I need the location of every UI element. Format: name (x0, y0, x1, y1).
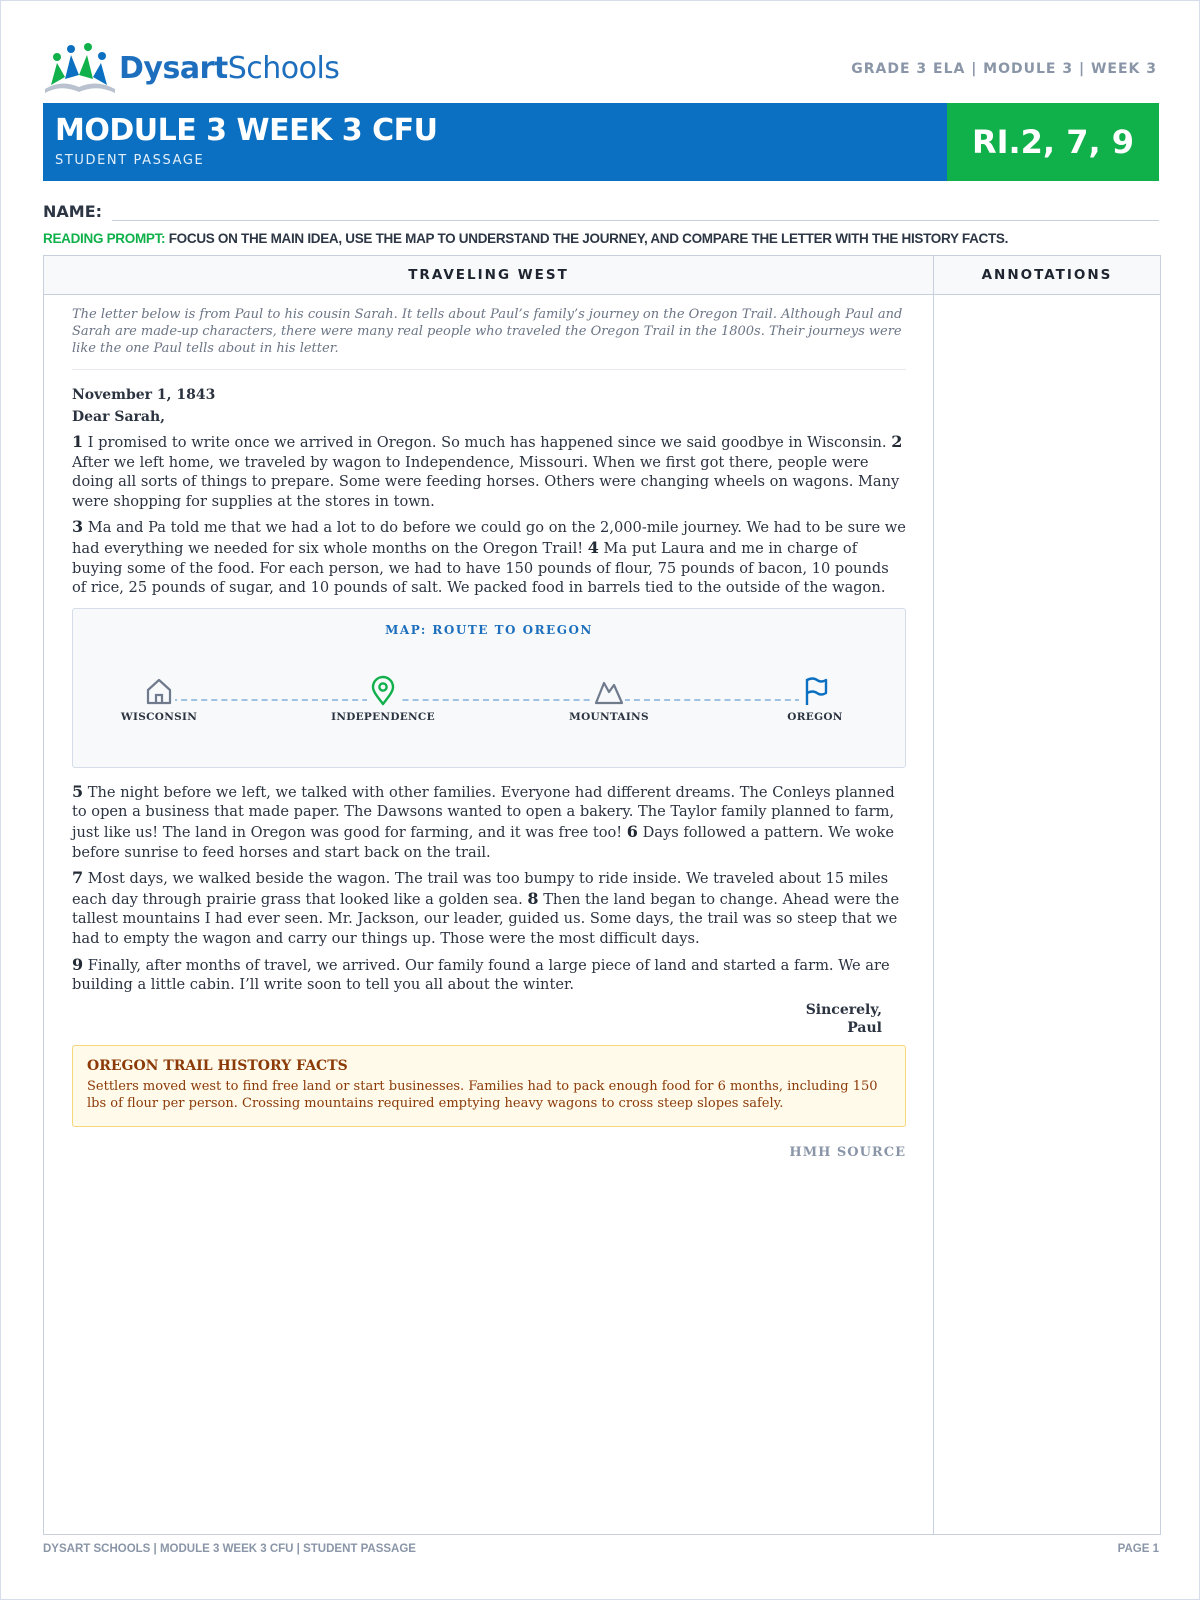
page-title: MODULE 3 WEEK 3 CFU (55, 113, 438, 148)
map-stop-label: WISCONSIN (120, 710, 198, 723)
sentence-number: 8 (527, 888, 539, 908)
sentence-text: Then the land began to change. Ahead were the tallest mountains I had ever seen. Mr. Jackson, our leader, guided us. Some days, the trail was so steep that we had to empty the wagon and carry our things up. Those were the most difficult days. (72, 890, 900, 947)
route-dashed-line (161, 699, 811, 701)
sentence-text: Most days, we walked beside the wagon. The trail was too bumpy to ride inside. We traveled about 15 miles each day through prairie grass that looked like a golden sea. (72, 870, 889, 908)
sentence-text: Ma and Pa told me that we had a lot to do before we could go on the 2,000-mile journey. We had to be sure we had everything we needed for six whole months on the Oregon Trail! (72, 519, 906, 557)
sentence-number: 4 (587, 537, 599, 557)
annotations-header: ANNOTATIONS (934, 256, 1160, 295)
sentence-text: I promised to write once we arrived in Oregon. So much has happened since we said goodbye in Wisconsin. (87, 434, 887, 451)
sentence-text: Finally, after months of travel, we arrived. Our family found a large piece of land and started a farm. We are building a little cabin. I’ll write soon to tell you all about the winter. (72, 956, 890, 994)
map-title: MAP: ROUTE TO OREGON (385, 622, 593, 637)
sentence-number: 7 (72, 868, 84, 888)
book-people-logo-icon (43, 41, 117, 95)
name-label: NAME: (43, 202, 103, 221)
name-row (43, 197, 1159, 221)
reading-prompt-text: FOCUS ON THE MAIN IDEA, USE THE MAP TO UNDERSTAND THE JOURNEY, AND COMPARE THE LETTER WITH THE HISTORY FACTS. (168, 231, 1009, 246)
school-logo (43, 41, 339, 95)
mountain-icon (593, 675, 625, 707)
reading-prompt-label: READING PROMPT: (43, 231, 166, 246)
sentence-number: 9 (72, 954, 84, 974)
letter-signoff (72, 1001, 906, 1037)
house-icon (143, 675, 175, 707)
paragraph-1 (72, 432, 906, 511)
sentence-text: After we left home, we traveled by wagon to Independence, Missouri. When we first got there, people were doing all sorts of things to prepare. Some were feeding horses. Others were changing wheels on wagons. Many were shopping for supplies at the stores in town. (72, 453, 900, 510)
sentence-text: Days followed a pattern. We woke before sunrise to feed horses and start back on the trail. (72, 823, 895, 861)
history-facts-body: Settlers moved west to find free land or start businesses. Families had to pack enough food for 6 months, including 150 lbs of flour per person. Crossing mountains required emptying heavy wagons to cross steep slopes safely. (87, 1078, 878, 1111)
letter-greeting: Dear Sarah, (72, 409, 166, 425)
location-pin-icon (367, 675, 399, 707)
history-facts-box (72, 1045, 906, 1127)
letter-closing: Sincerely, (805, 1001, 882, 1018)
letter-date: November 1, 1843 (72, 387, 216, 403)
route-map (72, 608, 906, 768)
sentence-number: 5 (72, 781, 84, 801)
standards-badge: RI.2, 7, 9 (947, 103, 1159, 181)
paragraph-3 (72, 782, 906, 862)
map-stop-label: MOUNTAINS (569, 710, 649, 723)
map-stop-oregon (745, 675, 885, 723)
sentence-number: 2 (891, 432, 903, 451)
map-stop-wisconsin (89, 675, 229, 723)
sentence-text: The night before we left, we talked with other families. Everyone had different dreams. The Conleys planned to open a business that made paper. The Dawsons wanted to open a bakery. The Taylor family planned to farm, just like us! The land in Oregon was good for farming, and it was free too! (72, 783, 895, 841)
title-banner (43, 103, 1159, 181)
sentence-text: Ma put Laura and me in charge of buying some of the food. For each person, we had to have 150 pounds of flour, 75 pounds of bacon, 10 pounds of rice, 25 pounds of sugar, and 10 pounds of salt. We packed food in barrels tied to the outside of the wagon. (72, 539, 889, 597)
sentence-number: 6 (626, 821, 638, 841)
map-stop-label: INDEPENDENCE (331, 710, 435, 723)
paragraph-5 (72, 955, 906, 995)
map-stop-independence (313, 675, 453, 723)
map-stop-mountains (539, 675, 679, 723)
flag-icon (799, 675, 831, 707)
name-field[interactable] (112, 198, 1159, 221)
passage-table (43, 255, 1161, 1535)
letter-signature: Paul (847, 1019, 882, 1036)
column-divider (933, 256, 934, 1534)
passage-intro: The letter below is from Paul to his cousin Sarah. It tells about Paul’s family’s journey on the Oregon Trail. Although Paul and Sarah are made-up characters, there were many real people who traveled the Oregon Trail in the 1800s. Their journeys were like the one Paul tells about in his letter. (72, 306, 906, 370)
page-subtitle: STUDENT PASSAGE (55, 153, 205, 168)
sentence-number: 3 (72, 517, 84, 537)
history-facts-title: OREGON TRAIL HISTORY FACTS (87, 1057, 348, 1074)
footer-left: DYSART SCHOOLS | MODULE 3 WEEK 3 CFU | STUDENT PASSAGE (43, 1543, 416, 1555)
source-credit: HMH SOURCE (789, 1144, 906, 1160)
banner-title-area (43, 103, 947, 181)
paragraph-4 (72, 868, 906, 948)
reading-prompt (43, 231, 1008, 246)
sentence-number: 1 (72, 432, 84, 451)
logo-wordmark-light: Schools (227, 50, 340, 86)
logo-wordmark-bold: Dysart (119, 50, 228, 86)
passage-content (72, 306, 906, 1160)
grade-info: GRADE 3 ELA | MODULE 3 | WEEK 3 (851, 61, 1157, 77)
page-footer (43, 1543, 1159, 1555)
logo-wordmark (119, 51, 339, 86)
passage-header: TRAVELING WEST (44, 256, 933, 295)
map-stop-label: OREGON (787, 710, 843, 723)
page-number: PAGE 1 (1117, 1543, 1159, 1555)
paragraph-2 (72, 517, 906, 597)
